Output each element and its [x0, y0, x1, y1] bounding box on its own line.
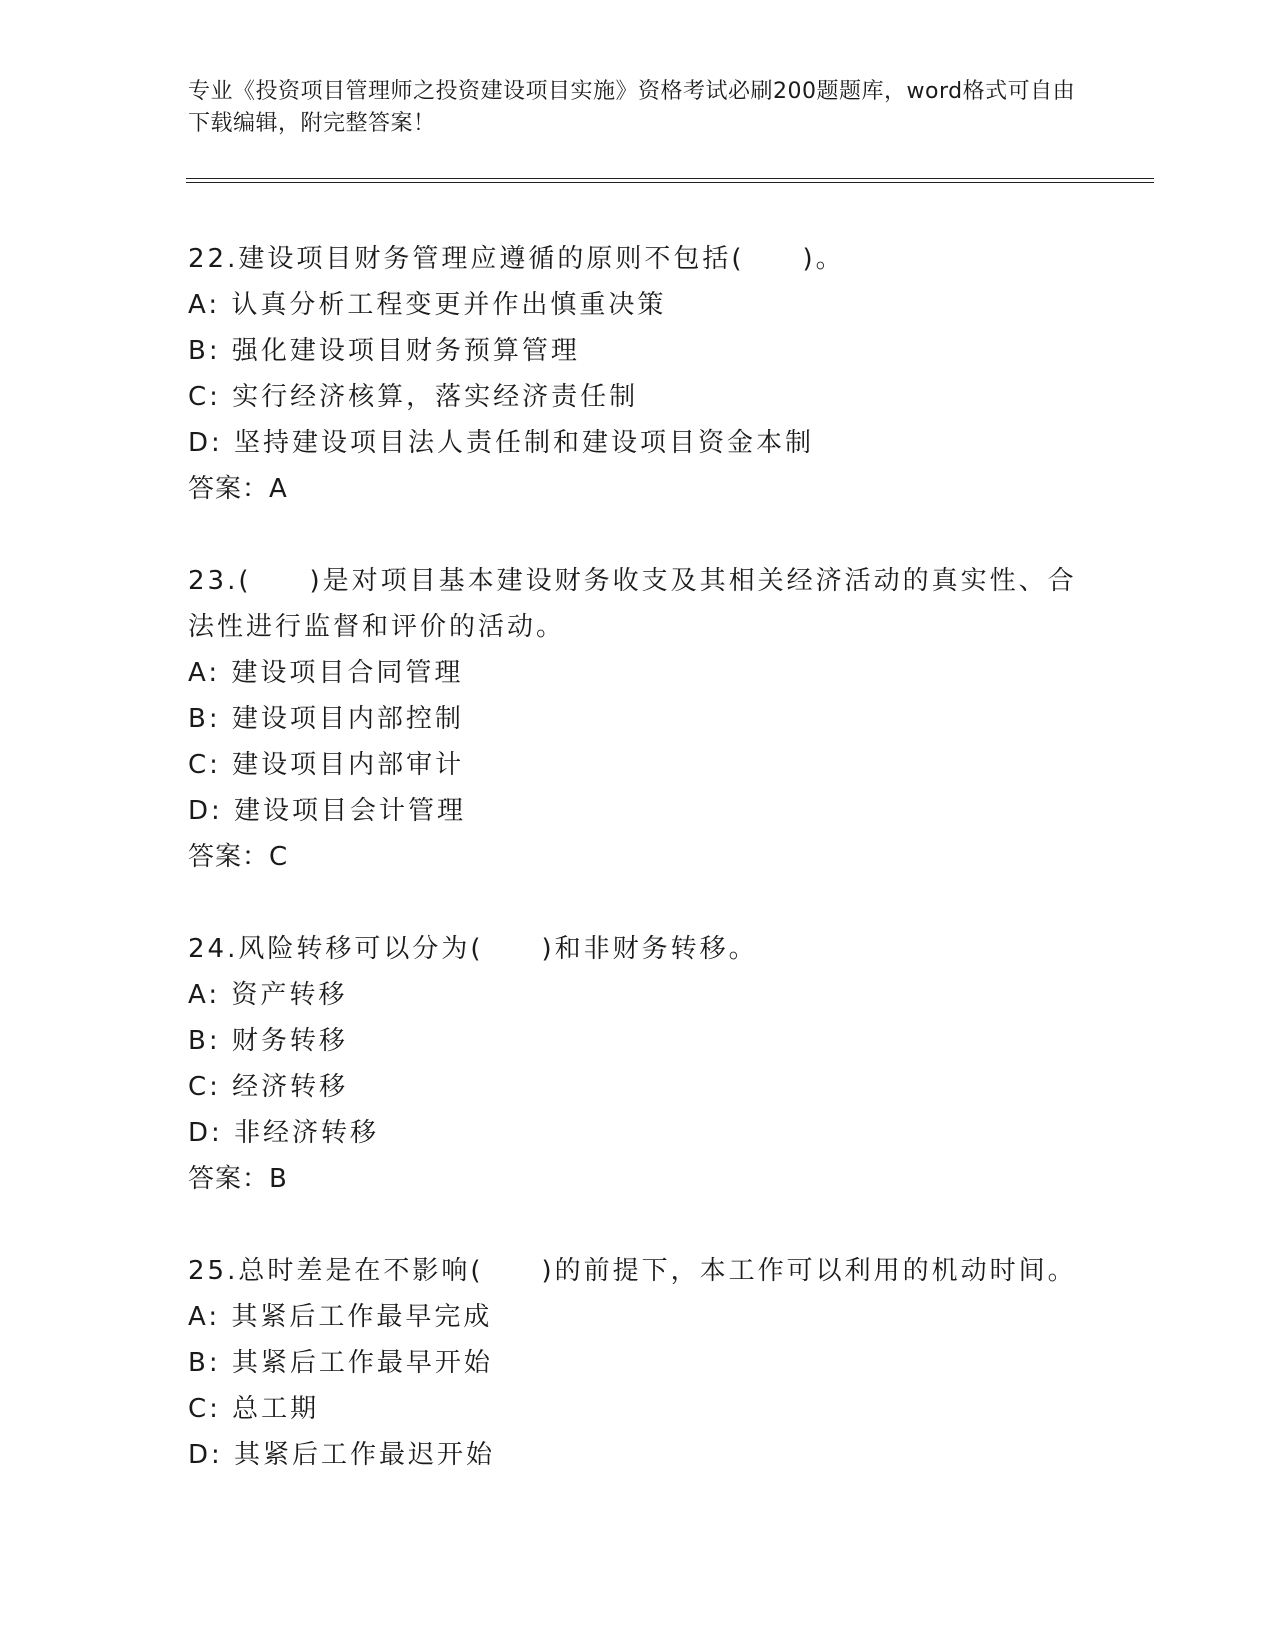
option-c: C: 实行经济核算，落实经济责任制	[188, 382, 639, 412]
document-header	[188, 76, 1088, 140]
option-a: A: 建设项目合同管理	[188, 658, 464, 688]
question-25	[188, 1248, 1088, 1478]
answer: 答案：B	[188, 1164, 288, 1194]
option-b: B: 财务转移	[188, 1026, 348, 1056]
option-b: B: 强化建设项目财务预算管理	[188, 336, 580, 366]
option-d: D: 建设项目会计管理	[188, 796, 467, 826]
option-c: C: 建设项目内部审计	[188, 750, 465, 780]
answer: 答案：C	[188, 842, 289, 872]
option-d: D: 其紧后工作最迟开始	[188, 1440, 496, 1470]
option-b: B: 其紧后工作最早开始	[188, 1348, 493, 1378]
option-c: C: 总工期	[188, 1394, 320, 1424]
question-stem: 24.风险转移可以分为( )和非财务转移。	[188, 934, 758, 964]
question-24	[188, 926, 1088, 1202]
option-b: B: 建设项目内部控制	[188, 704, 464, 734]
option-a: A: 其紧后工作最早完成	[188, 1302, 493, 1332]
question-stem: 23.( )是对项目基本建设财务收支及其相关经济活动的真实性、合法性进行监督和评价的活动。	[188, 566, 1077, 642]
answer: 答案：A	[188, 474, 288, 504]
option-d: D: 坚持建设项目法人责任制和建设项目资金本制	[188, 428, 815, 458]
question-stem: 25.总时差是在不影响( )的前提下，本工作可以利用的机动时间。	[188, 1256, 1077, 1286]
header-title: 专业《投资项目管理师之投资建设项目实施》资格考试必刷200题题库，word格式可自由下载编辑，附完整答案！	[188, 79, 1076, 136]
question-stem: 22.建设项目财务管理应遵循的原则不包括( )。	[188, 244, 845, 274]
question-23	[188, 558, 1088, 880]
option-a: A: 资产转移	[188, 980, 348, 1010]
question-22	[188, 236, 1088, 512]
option-a: A: 认真分析工程变更并作出慎重决策	[188, 290, 667, 320]
option-d: D: 非经济转移	[188, 1118, 380, 1148]
header-divider	[186, 178, 1154, 183]
question-list	[188, 236, 1088, 1524]
option-c: C: 经济转移	[188, 1072, 349, 1102]
